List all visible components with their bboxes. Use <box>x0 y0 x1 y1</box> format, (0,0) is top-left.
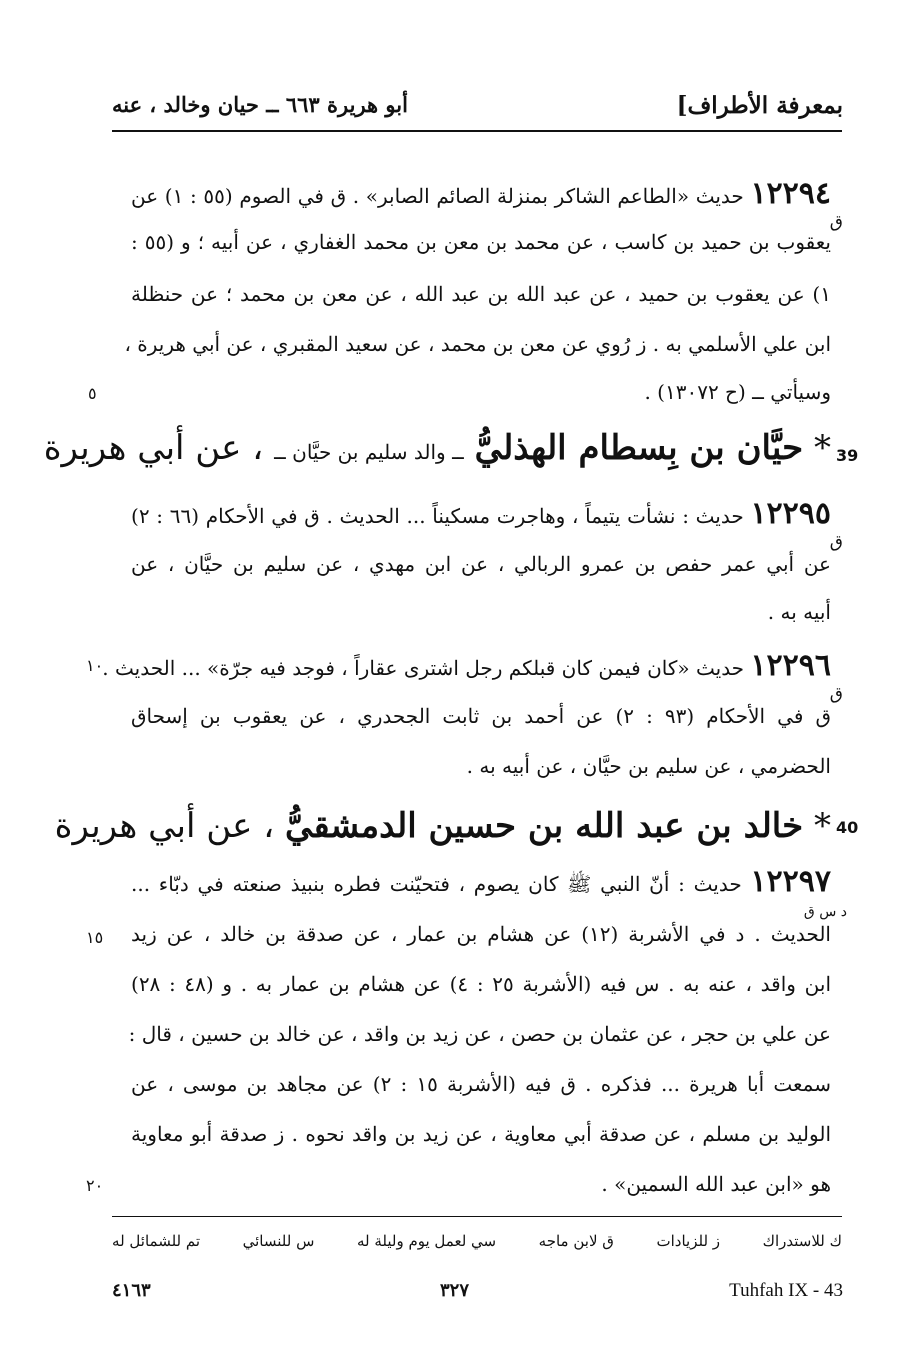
legend-item: سي لعمل يوم وليلة له <box>356 1232 497 1250</box>
entry-line <box>131 176 831 211</box>
hadith-number: ١٢٢٩٥ <box>750 496 832 531</box>
person-name: حيَّان بن بِسطام الهذليُّ <box>474 428 804 468</box>
entry-text: حديث : أنّ النبي ﷺ كان يصوم ، فتحيّنت فطره بنبيذ صنعته في دبّاء ... <box>131 872 742 896</box>
entry-line <box>102 648 831 683</box>
entry-line: عن علي بن حجر ، عن عثمان بن حصن ، عن زيد بن واقد ، عن خالد بن حسين ، قال : <box>128 1022 831 1046</box>
entry-line: ابن واقد ، عنه به . س فيه (الأشربة ٢٥ : ٤) عن هشام بن عمار به . و (٤٨ : ٢٨) <box>131 972 831 996</box>
entry-line: وسيأتي ــ (ح ١٣٠٧٢) . <box>644 380 831 404</box>
entry-text: حديث «كان فيمن كان قبلكم رجل اشترى عقاراً ، فوجد فيه جرّة» ... الحديث . <box>102 656 745 680</box>
legend-item: ق لابن ماجه <box>538 1232 614 1250</box>
sigla: د س ق <box>803 904 847 920</box>
entry-text: حديث «الطاعم الشاكر بمنزلة الصائم الصابر» . ق في الصوم (٥٥ : ١) عن <box>131 184 744 208</box>
person-number: 40 <box>836 818 859 837</box>
person-star: * <box>814 428 831 468</box>
entry-line: الحديث . د في الأشربة (١٢) عن هشام بن عمار ، عن صدقة بن خالد ، عن زيد <box>131 922 831 946</box>
entry-line: يعقوب بن حميد بن كاسب ، عن محمد بن معن بن محمد الغفاري ، عن أبيه ؛ و (٥٥ : <box>131 230 831 254</box>
margin-line-number: ٢٠ <box>86 1176 104 1195</box>
person-heading-39 <box>43 428 831 468</box>
entry-line: الوليد بن مسلم ، عن صدقة أبي معاوية ، عن زيد بن واقد نحوه . ز صدقة أبو معاوية <box>131 1122 831 1146</box>
legend-item: ز للزيادات <box>656 1232 721 1250</box>
entry-line: سمعت أبا هريرة ... فذكره . ق فيه (الأشربة ١٥ : ٢) عن مجاهد بن موسى ، عن <box>131 1072 831 1096</box>
person-tail: ، عن أبي هريرة <box>54 806 275 846</box>
person-note: ــ والد سليم بن حيَّان ــ <box>274 440 464 464</box>
hadith-number: ١٢٢٩٧ <box>750 864 831 899</box>
margin-line-number: ٥ <box>88 384 97 403</box>
sigla: ق <box>829 684 843 704</box>
entry-line: أبيه به . <box>767 600 831 624</box>
person-heading-40 <box>54 806 831 846</box>
footnote-rule <box>112 1216 842 1217</box>
header-rule <box>112 130 842 132</box>
entry-text: حديث : نشأت يتيماً ، وهاجرت مسكيناً ... الحديث . ق في الأحكام (٦٦ : ٢) <box>131 504 744 528</box>
hadith-number: ١٢٢٩٤ <box>750 176 832 211</box>
entry-line: ١) عن يعقوب بن حميد ، عن عبد الله بن عبد الله ، عن معن بن محمد ؛ عن حنظلة <box>131 282 831 306</box>
page-id-left: ٤١٦٣ <box>112 1280 151 1301</box>
person-tail: ، عن أبي هريرة <box>43 428 264 468</box>
sigla-legend <box>112 1232 842 1250</box>
sigla: ق <box>829 532 843 552</box>
hadith-number: ١٢٢٩٦ <box>750 648 831 683</box>
entry-line <box>131 864 831 901</box>
margin-line-number: ١٥ <box>86 928 104 947</box>
header-title: بمعرفة الأطراف] <box>676 92 843 119</box>
margin-line-number: ١٠ <box>86 656 104 675</box>
volume-marker: Tuhfah IX - 43 <box>729 1280 843 1301</box>
header-subtitle: أبو هريرة ٦٦٣ ــ حيان وخالد ، عنه <box>112 92 408 117</box>
legend-item: س للنسائي <box>242 1232 315 1250</box>
legend-item: ك للاستدراك <box>762 1232 842 1250</box>
person-name: خالد بن عبد الله بن حسين الدمشقيُّ <box>284 806 804 846</box>
entry-line: ق في الأحكام (٩٣ : ٢) عن أحمد بن ثابت الجحدري ، عن يعقوب بن إسحاق <box>131 704 831 728</box>
person-number: 39 <box>836 446 859 465</box>
entry-line: هو «ابن عبد الله السمين» . <box>601 1172 831 1196</box>
sigla: ق <box>829 212 843 232</box>
person-star: * <box>814 806 831 846</box>
entry-line: ابن علي الأسلمي به . ز رُوي عن معن بن محمد ، عن سعيد المقبري ، عن أبي هريرة ، <box>124 332 831 356</box>
entry-line: عن أبي عمر حفص بن عمرو الربالي ، عن ابن مهدي ، عن سليم بن حيَّان ، عن <box>131 552 831 576</box>
entry-line <box>131 496 831 531</box>
page-number: ٣٢٧ <box>440 1280 470 1301</box>
entry-line: الحضرمي ، عن سليم بن حيَّان ، عن أبيه به . <box>466 754 831 778</box>
legend-item: تم للشمائل له <box>112 1232 201 1250</box>
